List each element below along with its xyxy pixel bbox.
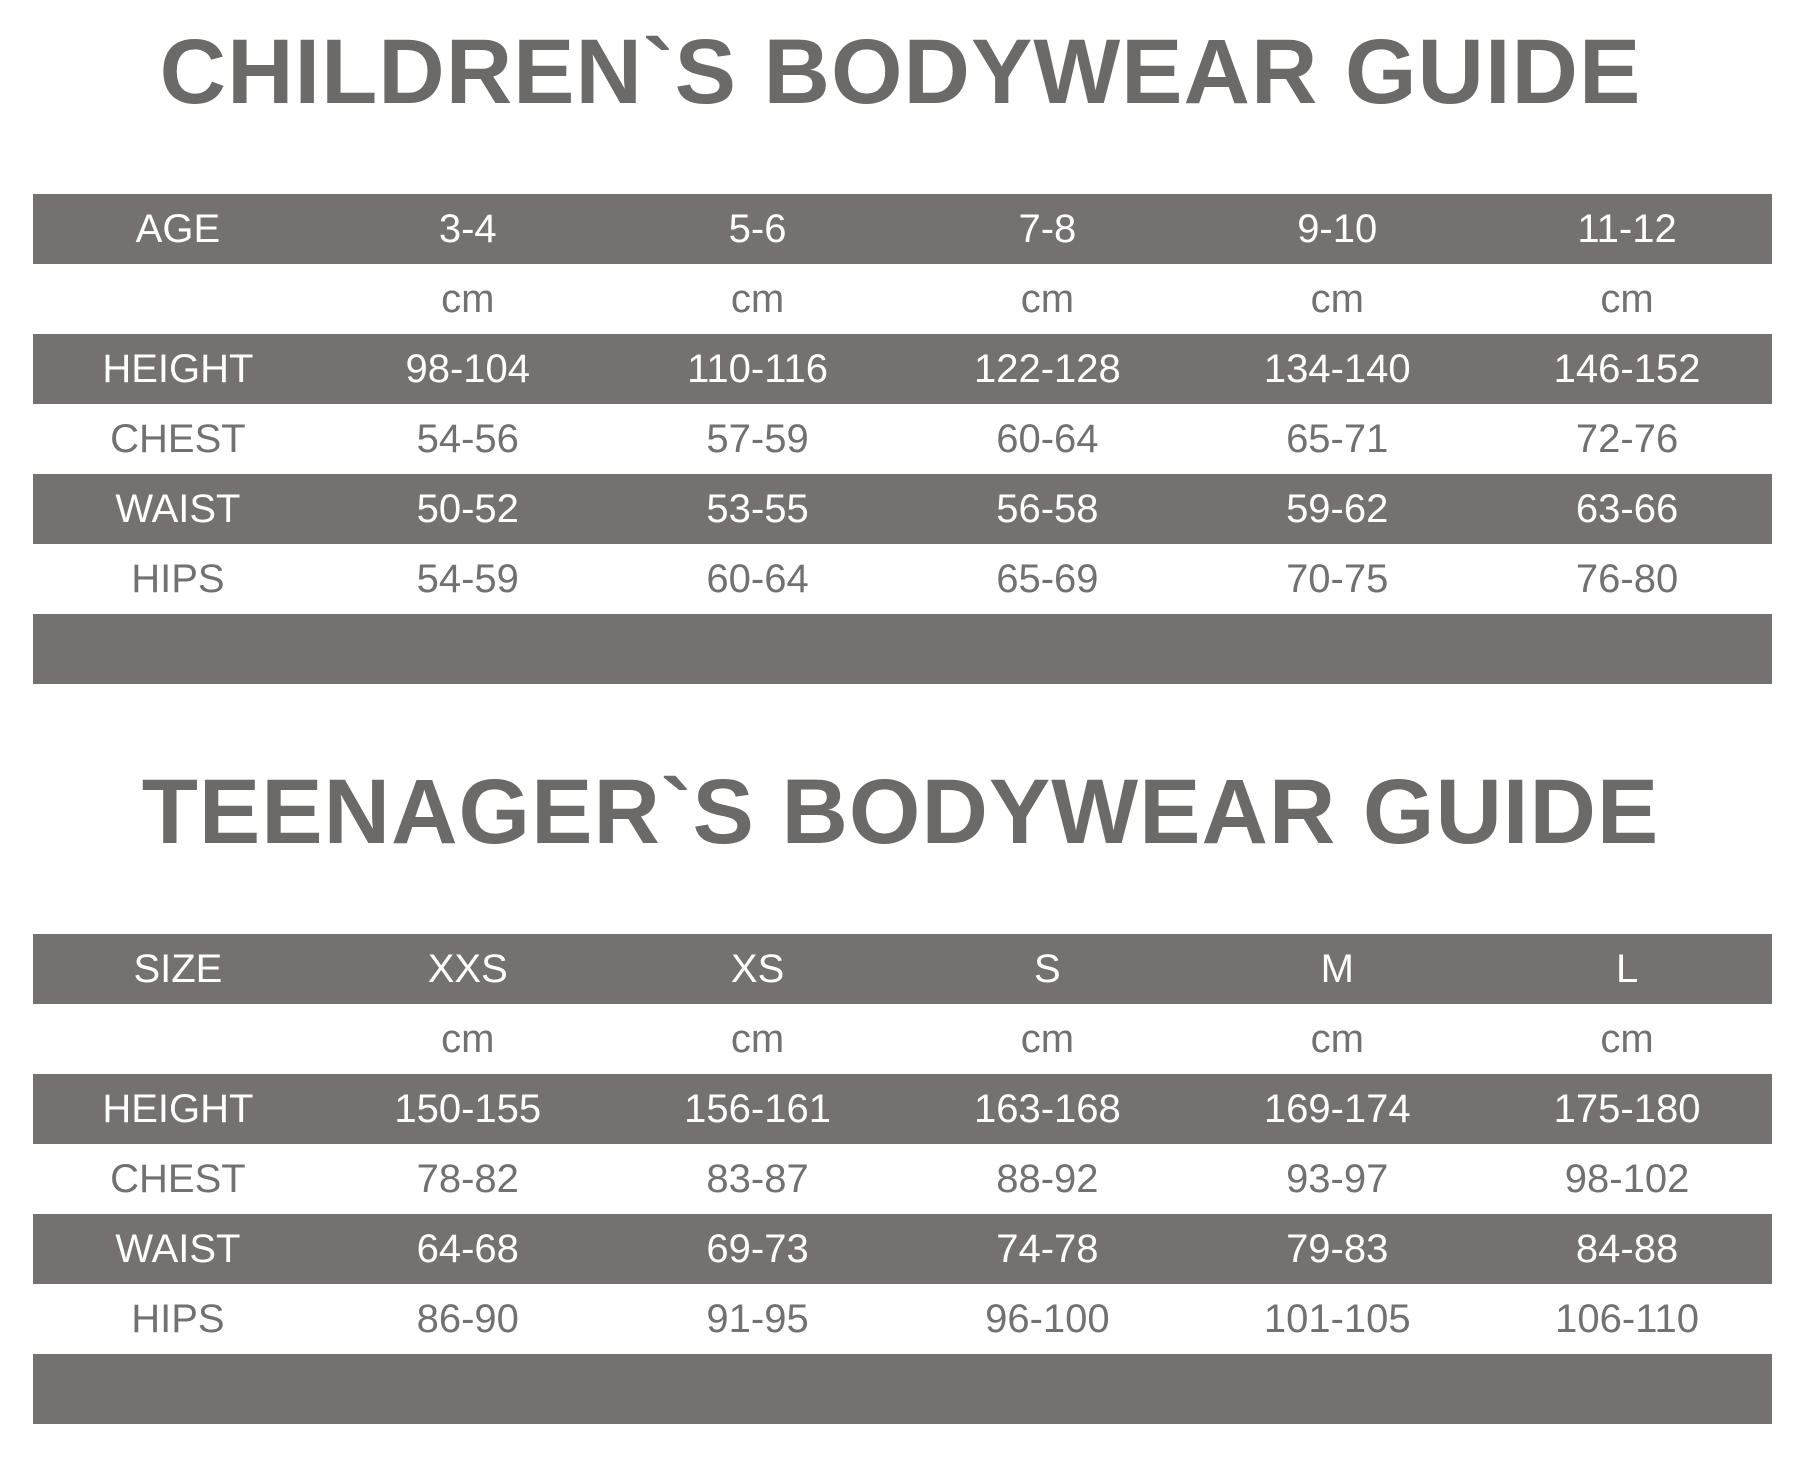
hips-value: 86-90: [323, 1284, 613, 1354]
size-value: L: [1482, 934, 1772, 1004]
hips-value: 60-64: [613, 544, 903, 614]
waist-value: 69-73: [613, 1214, 903, 1284]
chest-value: 54-56: [323, 404, 613, 474]
chest-value: 88-92: [902, 1144, 1192, 1214]
size-label: SIZE: [33, 934, 323, 1004]
size-header-row: [33, 934, 1772, 1004]
chest-value: 78-82: [323, 1144, 613, 1214]
waist-value: 79-83: [1192, 1214, 1482, 1284]
chest-value: 98-102: [1482, 1144, 1772, 1214]
height-value: 110-116: [613, 334, 903, 404]
waist-value: 53-55: [613, 474, 903, 544]
waist-value: 63-66: [1482, 474, 1772, 544]
unit-label: [33, 264, 323, 334]
size-value: S: [902, 934, 1192, 1004]
hips-value: 76-80: [1482, 544, 1772, 614]
height-value: 169-174: [1192, 1074, 1482, 1144]
age-value: 9-10: [1192, 194, 1482, 264]
hips-value: 54-59: [323, 544, 613, 614]
waist-row: [33, 1214, 1772, 1284]
height-row: [33, 334, 1772, 404]
unit-value: cm: [613, 264, 903, 334]
unit-value: cm: [323, 1004, 613, 1074]
teenager-guide-title: TEENAGER`S BODYWEAR GUIDE: [141, 761, 1660, 863]
waist-value: 50-52: [323, 474, 613, 544]
hips-label: HIPS: [33, 544, 323, 614]
height-value: 175-180: [1482, 1074, 1772, 1144]
chest-row: [33, 404, 1772, 474]
footer-band: [33, 614, 1772, 684]
height-value: 98-104: [323, 334, 613, 404]
height-label: HEIGHT: [33, 1074, 323, 1144]
unit-value: cm: [1482, 1004, 1772, 1074]
height-label: HEIGHT: [33, 334, 323, 404]
hips-row: [33, 1284, 1772, 1354]
hips-label: HIPS: [33, 1284, 323, 1354]
chest-value: 65-71: [1192, 404, 1482, 474]
unit-value: cm: [613, 1004, 903, 1074]
age-value: 5-6: [613, 194, 903, 264]
age-header-row: [33, 194, 1772, 264]
waist-value: 56-58: [902, 474, 1192, 544]
waist-row: [33, 474, 1772, 544]
chest-value: 93-97: [1192, 1144, 1482, 1214]
chest-label: CHEST: [33, 1144, 323, 1214]
hips-value: 96-100: [902, 1284, 1192, 1354]
chest-value: 57-59: [613, 404, 903, 474]
children-size-table: [33, 194, 1772, 684]
hips-value: 70-75: [1192, 544, 1482, 614]
age-label: AGE: [33, 194, 323, 264]
height-value: 156-161: [613, 1074, 903, 1144]
chest-row: [33, 1144, 1772, 1214]
hips-row: [33, 544, 1772, 614]
age-value: 7-8: [902, 194, 1192, 264]
hips-value: 101-105: [1192, 1284, 1482, 1354]
chest-value: 72-76: [1482, 404, 1772, 474]
waist-value: 84-88: [1482, 1214, 1772, 1284]
height-value: 163-168: [902, 1074, 1192, 1144]
hips-value: 91-95: [613, 1284, 903, 1354]
age-value: 11-12: [1482, 194, 1772, 264]
unit-row: [33, 264, 1772, 334]
age-value: 3-4: [323, 194, 613, 264]
children-guide-title: CHILDREN`S BODYWEAR GUIDE: [159, 21, 1642, 123]
waist-value: 64-68: [323, 1214, 613, 1284]
height-value: 150-155: [323, 1074, 613, 1144]
footer-band: [33, 1354, 1772, 1424]
unit-value: cm: [323, 264, 613, 334]
teenager-size-table: [33, 934, 1772, 1424]
unit-value: cm: [902, 1004, 1192, 1074]
unit-value: cm: [902, 264, 1192, 334]
size-value: XXS: [323, 934, 613, 1004]
waist-value: 74-78: [902, 1214, 1192, 1284]
height-value: 146-152: [1482, 334, 1772, 404]
hips-value: 65-69: [902, 544, 1192, 614]
chest-value: 60-64: [902, 404, 1192, 474]
unit-value: cm: [1482, 264, 1772, 334]
unit-row: [33, 1004, 1772, 1074]
height-row: [33, 1074, 1772, 1144]
chest-label: CHEST: [33, 404, 323, 474]
size-value: M: [1192, 934, 1482, 1004]
height-value: 134-140: [1192, 334, 1482, 404]
unit-label: [33, 1004, 323, 1074]
waist-label: WAIST: [33, 474, 323, 544]
waist-label: WAIST: [33, 1214, 323, 1284]
unit-value: cm: [1192, 1004, 1482, 1074]
waist-value: 59-62: [1192, 474, 1482, 544]
hips-value: 106-110: [1482, 1284, 1772, 1354]
size-value: XS: [613, 934, 903, 1004]
unit-value: cm: [1192, 264, 1482, 334]
chest-value: 83-87: [613, 1144, 903, 1214]
height-value: 122-128: [902, 334, 1192, 404]
